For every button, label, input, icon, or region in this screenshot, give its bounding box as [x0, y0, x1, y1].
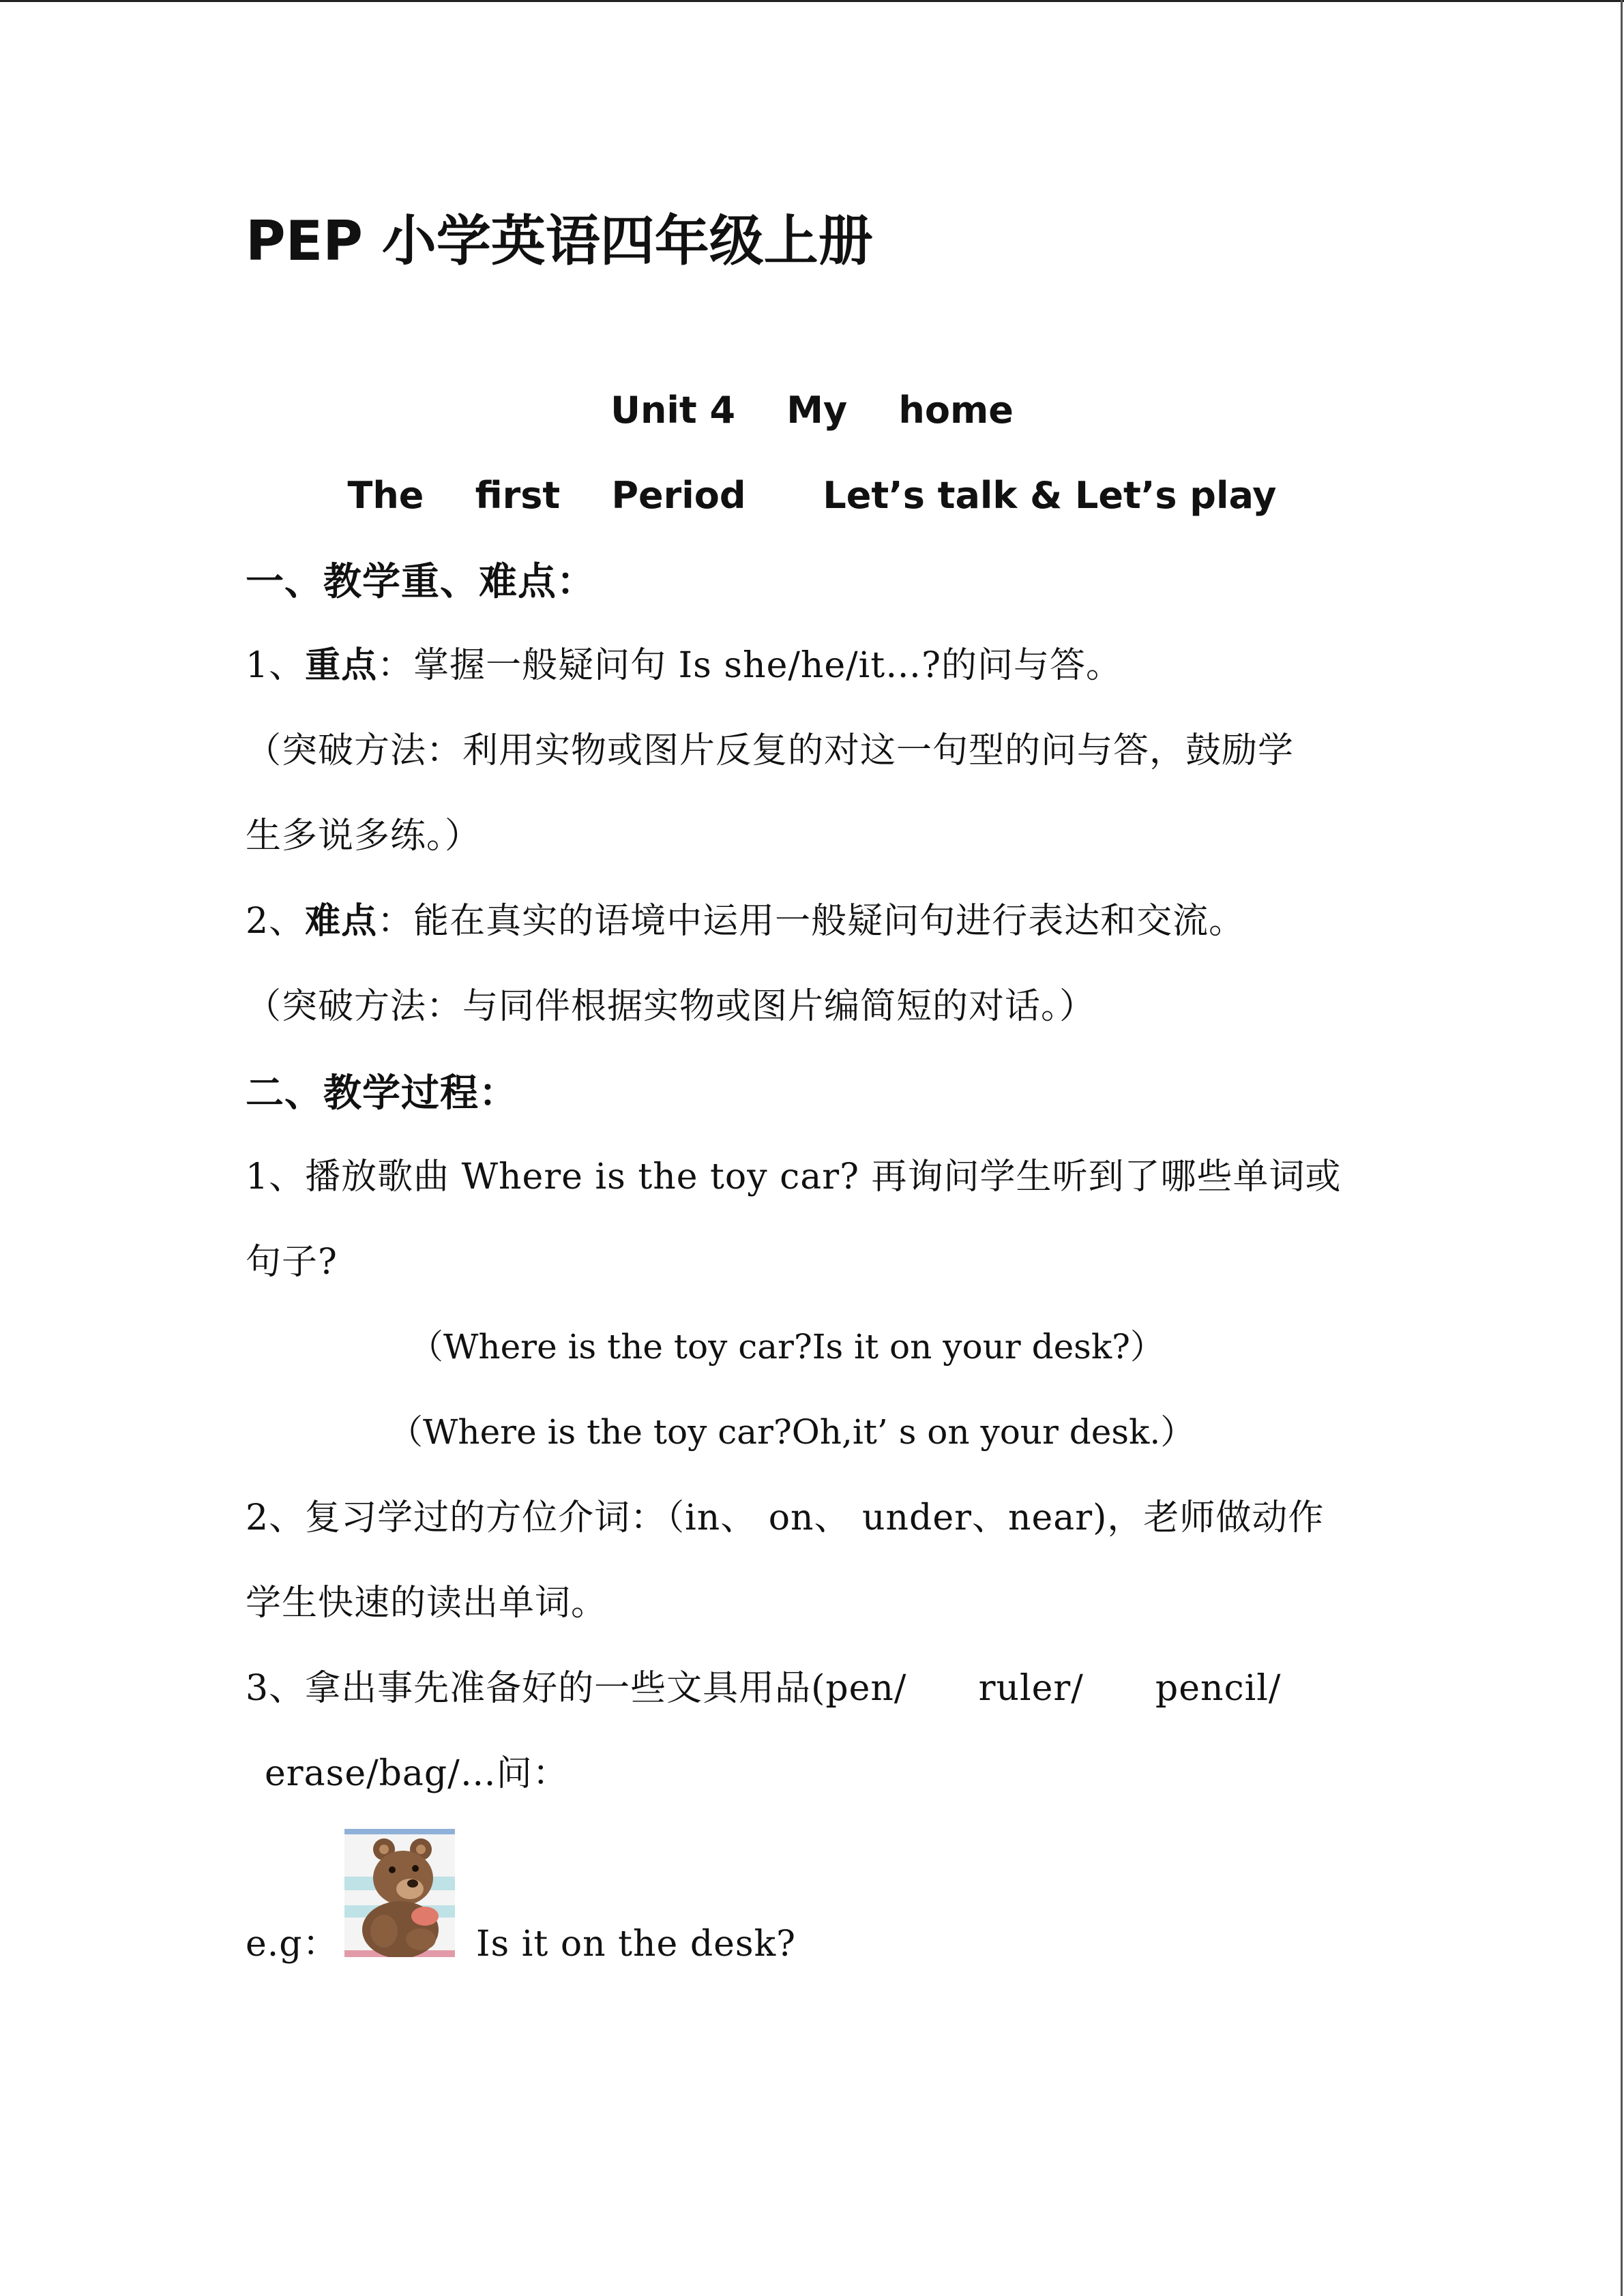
example-question: Is it on the desk? — [476, 1924, 796, 1965]
difficult-point-label: 难点 — [305, 900, 378, 942]
example-dialogue-1: （Where is the toy car?Is it on your desk?） — [409, 1327, 1164, 1367]
step2-line1: 2、复习学过的方位介词：（in、 on、 under、near)，老师做动作 — [246, 1497, 1325, 1538]
step2-line2: 学生快速的读出单词。 — [246, 1583, 608, 1624]
step1-line1: 1、播放歌曲 Where is the toy car? 再询问学生听到了哪些单词或 — [246, 1157, 1342, 1197]
difficult-point-line — [246, 900, 1245, 942]
key-point-text: ：掌握一般疑问句 Is she/he/it…?的问与答。 — [377, 645, 1123, 686]
document-title: PEP 小学英语四年级上册 — [246, 209, 873, 273]
example-label: e.g： — [246, 1924, 339, 1965]
right-border — [1621, 0, 1623, 2296]
section-heading-key-points: 一、教学重、难点： — [246, 559, 595, 604]
unit-heading: Unit 4 My home — [610, 389, 1014, 432]
key-point-method-line1: （突破方法：利用实物或图片反复的对这一句型的问与答，鼓励学 — [246, 730, 1295, 771]
step3-line2: erase/bag/…问： — [265, 1753, 569, 1794]
key-point-label: 重点 — [305, 644, 378, 686]
key-point-number: 1、 — [246, 645, 306, 686]
example-dialogue-2: （Where is the toy car?Oh,it’ s on your desk.） — [389, 1412, 1195, 1452]
key-point-line — [246, 644, 1123, 686]
step3-line1: 3、拿出事先准备好的一些文具用品(pen/ ruler/ pencil/ — [246, 1668, 1282, 1709]
difficult-point-text: ：能在真实的语境中运用一般疑问句进行表达和交流。 — [377, 901, 1245, 942]
teddy-bear-image — [344, 1829, 455, 1957]
period-heading: The first Period Let’s talk & Let’s play — [347, 474, 1277, 517]
step1-line2: 句子? — [246, 1242, 338, 1283]
difficult-point-number: 2、 — [246, 901, 306, 942]
difficult-point-method: （突破方法：与同伴根据实物或图片编简短的对话。） — [246, 986, 1096, 1027]
section-heading-process: 二、教学过程： — [246, 1071, 518, 1116]
top-border — [0, 0, 1624, 2]
key-point-method-line2: 生多说多练。） — [246, 816, 482, 856]
